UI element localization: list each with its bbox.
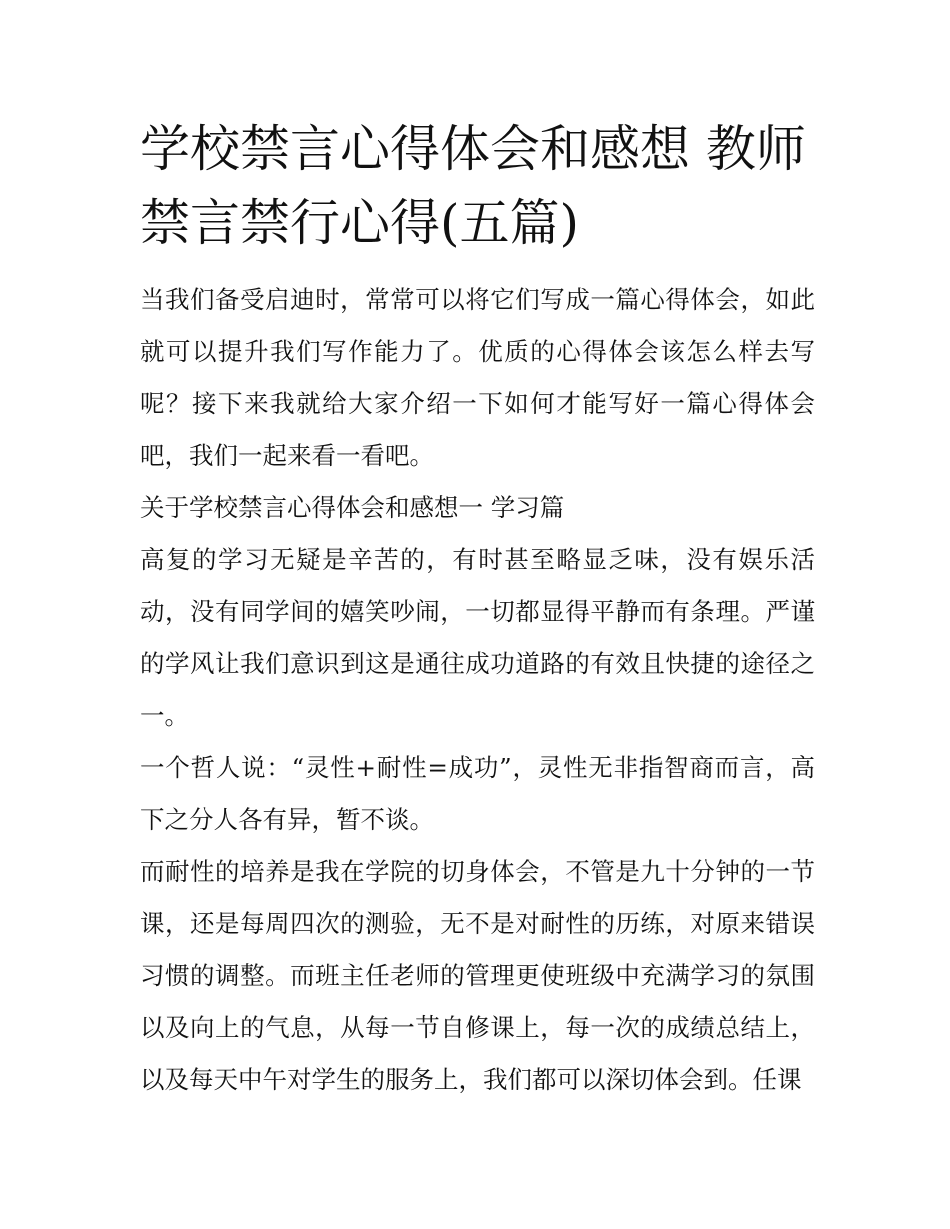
document-page bbox=[140, 112, 815, 1106]
body-paragraph: 而耐性的培养是我在学院的切身体会，不管是九十分钟的一节课，还是每周四次的测验，无不是对耐性的历练，对原来错误习惯的调整。而班主任老师的管理更使班级中充满学习的氛围以及向上的气息，从每一节自修课上，每一次的成绩总结上，以及每天中午对学生的服务上，我们都可以深切体会到。任课 bbox=[140, 857, 815, 1094]
intro-paragraph: 当我们备受启迪时，常常可以将它们写成一篇心得体会，如此就可以提升我们写作能力了。优质的心得体会该怎么样去写呢？接下来我就给大家介绍一下如何才能写好一篇心得体会吧，我们一起来看一看吧。 bbox=[140, 285, 815, 470]
body-paragraph: 高复的学习无疑是辛苦的，有时甚至略显乏味，没有娱乐活动，没有同学间的嬉笑吵闹，一切都显得平静而有条理。严谨的学风让我们意识到这是通往成功道路的有效且快捷的途径之一。 bbox=[140, 545, 815, 730]
body-paragraph: 一个哲人说：“灵性+耐性=成功”，灵性无非指智商而言，高下之分人各有异，暂不谈。 bbox=[140, 753, 815, 834]
section-heading: 关于学校禁言心得体会和感想一 学习篇 bbox=[140, 493, 565, 522]
document-title: 学校禁言心得体会和感想 教师禁言禁行心得(五篇) bbox=[140, 120, 806, 252]
